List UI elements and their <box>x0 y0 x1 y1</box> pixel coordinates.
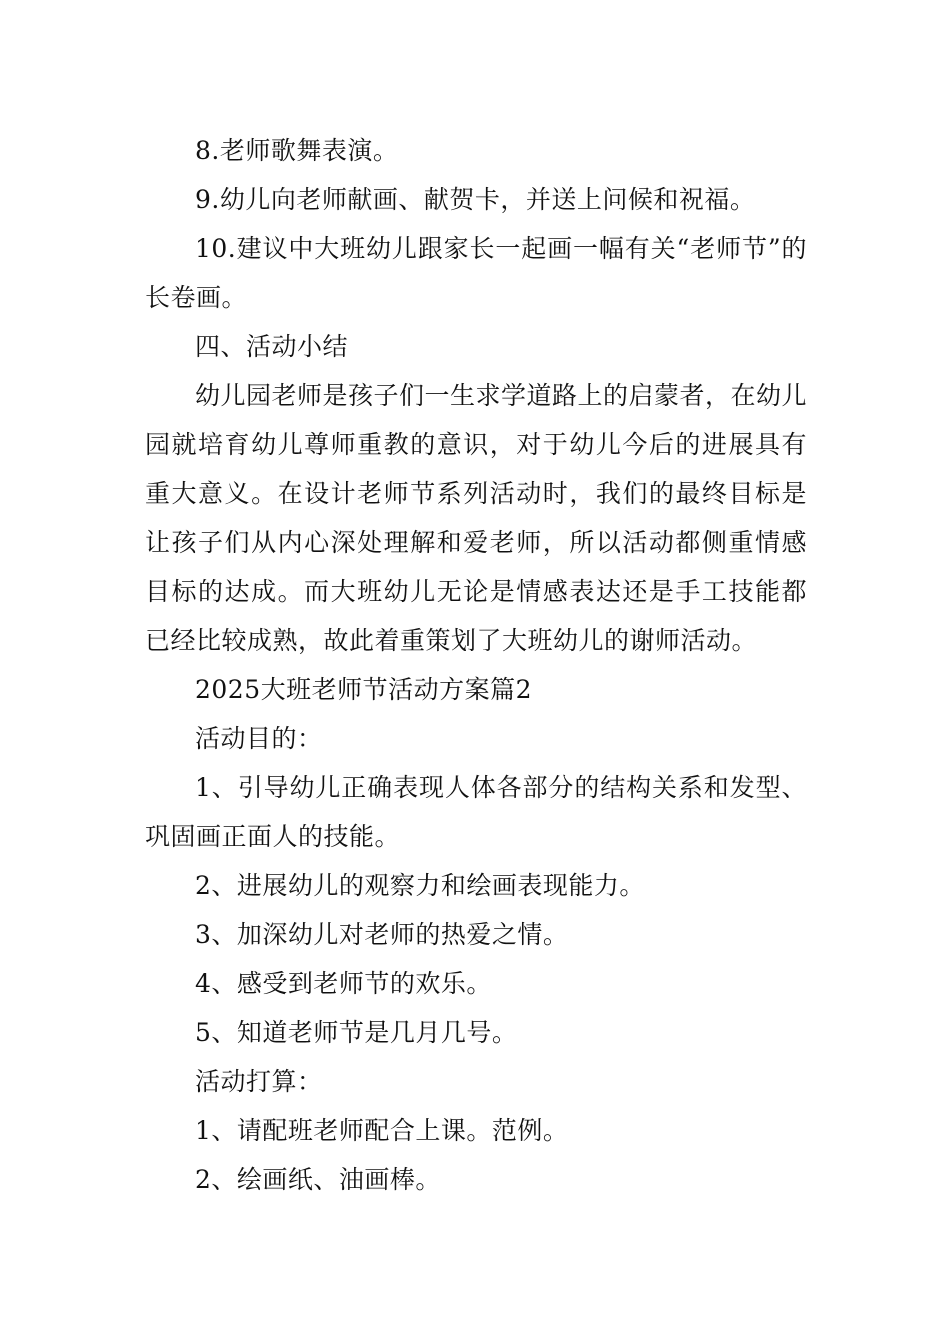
section-heading-summary: 四、活动小结 <box>195 332 349 361</box>
document-body <box>145 126 807 1204</box>
goal-item-4: 4、感受到老师节的欢乐。 <box>195 969 492 998</box>
paragraph-item-8: 8.老师歌舞表演。 <box>195 136 399 165</box>
summary-paragraph: 幼儿园老师是孩子们一生求学道路上的启蒙者，在幼儿园就培育幼儿尊师重教的意识，对于幼儿今后的进展具有重大意义。在设计老师节系列活动时，我们的最终目标是让孩子们从内心深处理解和爱老师，所以活动都侧重情感目标的达成。而大班幼儿无论是情感表达还是手工技能都已经比较成熟，故此着重策划了大班幼儿的谢师活动。 <box>145 381 808 655</box>
goal-item-1: 1、引导幼儿正确表现人体各部分的结构关系和发型、巩固画正面人的技能。 <box>145 773 807 851</box>
plan-title: 2025大班老师节活动方案篇2 <box>195 675 533 704</box>
goal-item-2: 2、进展幼儿的观察力和绘画表现能力。 <box>195 871 645 900</box>
goal-item-5: 5、知道老师节是几月几号。 <box>195 1018 518 1047</box>
preparation-item-2: 2、绘画纸、油画棒。 <box>195 1165 441 1194</box>
section-heading-goals: 活动目的： <box>195 724 323 753</box>
section-heading-preparation: 活动打算： <box>195 1067 323 1096</box>
goal-item-3: 3、加深幼儿对老师的热爱之情。 <box>195 920 569 949</box>
preparation-item-1: 1、请配班老师配合上课。范例。 <box>195 1116 569 1145</box>
paragraph-item-9: 9.幼儿向老师献画、献贺卡，并送上问候和祝福。 <box>195 185 756 214</box>
paragraph-item-10: 10.建议中大班幼儿跟家长一起画一幅有关“老师节”的长卷画。 <box>145 234 807 312</box>
